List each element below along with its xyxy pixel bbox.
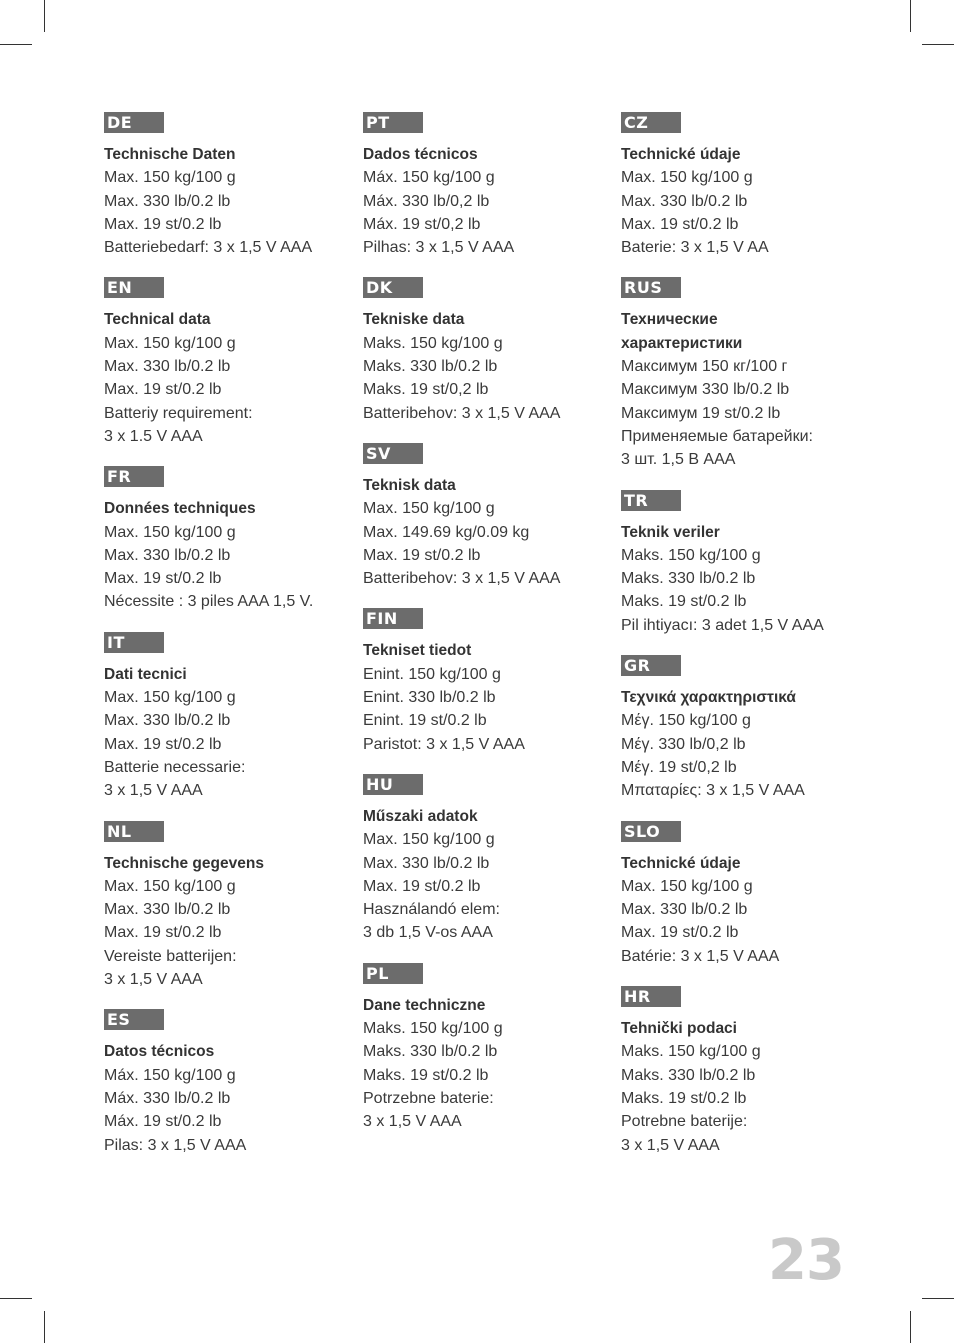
spec-section-tr	[621, 490, 871, 637]
spec-line: Máx. 330 lb/0.2 lb	[104, 1089, 231, 1107]
spec-line: Batterie necessarie:	[104, 758, 246, 776]
section-title: Technical data	[104, 311, 211, 329]
section-title: Dati tecnici	[104, 665, 187, 683]
spec-line: Pil ihtiyacı: 3 adet 1,5 V AAA	[621, 616, 824, 634]
spec-line: Max. 150 kg/100 g	[621, 877, 753, 895]
language-code-badge: NL	[104, 821, 164, 842]
spec-line: Maks. 330 lb/0.2 lb	[363, 1043, 498, 1061]
language-code-badge: SV	[363, 443, 423, 464]
spec-line: Potrzebne baterie:	[363, 1089, 494, 1107]
spec-section-rus	[621, 277, 871, 471]
spec-section-de	[104, 112, 354, 259]
spec-line: Max. 149.69 kg/0.09 kg	[363, 523, 530, 541]
spec-line: Batteriy requirement:	[104, 404, 253, 422]
spec-line: Max. 19 st/0.2 lb	[363, 546, 481, 564]
section-title: Tekniske data	[363, 311, 465, 329]
spec-section-pl	[363, 963, 613, 1134]
spec-line: Enint. 330 lb/0.2 lb	[363, 689, 496, 707]
crop-mark-top-right-v	[910, 0, 911, 32]
section-title: Technické údaje	[621, 854, 741, 872]
spec-line: 3 x 1,5 V AAA	[104, 782, 203, 800]
spec-line: Baterie: 3 x 1,5 V AA	[621, 239, 769, 257]
language-code-badge: DK	[363, 277, 423, 298]
spec-line: Max. 330 lb/0.2 lb	[104, 192, 231, 210]
spec-line: 3 x 1,5 V AAA	[621, 1136, 720, 1154]
spec-line: Pilas: 3 x 1,5 V AAA	[104, 1136, 247, 1154]
language-code-badge: FR	[104, 466, 164, 487]
section-title: Données techniques	[104, 500, 256, 518]
spec-section-hu	[363, 774, 613, 945]
crop-mark-top-left-v	[44, 0, 45, 32]
spec-line: Max. 150 kg/100 g	[104, 523, 236, 541]
crop-mark-bottom-right-h	[922, 1298, 954, 1299]
spec-line: Max. 150 kg/100 g	[621, 169, 753, 187]
language-code-badge: DE	[104, 112, 164, 133]
spec-line: Maks. 150 kg/100 g	[363, 1020, 503, 1038]
language-code-badge: ES	[104, 1009, 164, 1030]
language-code-badge: FIN	[363, 608, 423, 629]
spec-section-slo	[621, 821, 871, 968]
spec-line: Maks. 330 lb/0.2 lb	[363, 358, 498, 376]
crop-mark-top-left-h	[0, 44, 32, 45]
column-2	[363, 112, 613, 1134]
spec-line: Максимум 150 кг/100 г	[621, 358, 788, 376]
spec-line: Max. 330 lb/0.2 lb	[104, 901, 231, 919]
spec-line: Maks. 19 st/0.2 lb	[621, 593, 747, 611]
spec-line: 3 x 1.5 V AAA	[104, 427, 203, 445]
spec-line: Batérie: 3 x 1,5 V AAA	[621, 947, 780, 965]
spec-line: Máx. 19 st/0.2 lb	[104, 1113, 222, 1131]
language-code-badge: GR	[621, 655, 681, 676]
spec-section-fin	[363, 608, 613, 755]
spec-line: Max. 330 lb/0.2 lb	[104, 546, 231, 564]
spec-line: Batteribehov: 3 x 1,5 V AAA	[363, 570, 561, 588]
spec-line: Max. 19 st/0.2 lb	[621, 924, 739, 942]
language-code-badge: HR	[621, 986, 681, 1007]
spec-section-es	[104, 1009, 354, 1156]
spec-line: Maks. 330 lb/0.2 lb	[621, 570, 756, 588]
spec-section-pt	[363, 112, 613, 259]
spec-line: Max. 150 kg/100 g	[363, 500, 495, 518]
section-title: Dados técnicos	[363, 146, 478, 163]
spec-line: Máx. 150 kg/100 g	[363, 169, 495, 187]
page-number: 23	[768, 1228, 844, 1293]
spec-line: Maks. 19 st/0.2 lb	[363, 1066, 489, 1084]
crop-mark-bottom-left-v	[44, 1311, 45, 1343]
language-code-badge: RUS	[621, 277, 681, 298]
spec-line: 3 x 1,5 V AAA	[363, 1113, 462, 1131]
spec-line: Max. 150 kg/100 g	[104, 689, 236, 707]
section-title: Datos técnicos	[104, 1043, 215, 1061]
spec-line: Max. 150 kg/100 g	[363, 831, 495, 849]
language-code-badge: PT	[363, 112, 423, 133]
crop-mark-bottom-right-v	[910, 1311, 911, 1343]
spec-line: Batteribehov: 3 x 1,5 V AAA	[363, 404, 561, 422]
section-title: Tehnički podaci	[621, 1020, 737, 1038]
spec-line: Nécessite : 3 piles AAA 1,5 V.	[104, 593, 314, 611]
spec-section-nl	[104, 821, 354, 992]
spec-line: Vereiste batterijen:	[104, 947, 237, 965]
spec-line: Batteriebedarf: 3 x 1,5 V AAA	[104, 239, 313, 257]
spec-line: Max. 330 lb/0.2 lb	[621, 192, 748, 210]
spec-section-gr	[621, 655, 871, 802]
spec-line: Max. 330 lb/0.2 lb	[104, 358, 231, 376]
spec-line: Max. 19 st/0.2 lb	[104, 735, 222, 753]
spec-line: Pilhas: 3 x 1,5 V AAA	[363, 239, 515, 257]
spec-section-dk	[363, 277, 613, 424]
spec-line: Μπαταρίες: 3 x 1,5 V AAA	[621, 782, 805, 800]
spec-section-sv	[363, 443, 613, 590]
section-title: Технические характеристики	[621, 311, 743, 352]
spec-line: Használandó elem:	[363, 901, 500, 919]
section-title: Technische Daten	[104, 146, 236, 163]
spec-section-hr	[621, 986, 871, 1157]
spec-line: Max. 19 st/0.2 lb	[104, 381, 222, 399]
spec-line: Max. 330 lb/0.2 lb	[621, 901, 748, 919]
spec-line: Max. 150 kg/100 g	[104, 334, 236, 352]
spec-line: Max. 150 kg/100 g	[104, 169, 236, 187]
spec-line: Maks. 150 kg/100 g	[621, 546, 761, 564]
spec-line: Μέγ. 150 kg/100 g	[621, 712, 751, 730]
spec-line: 3 db 1,5 V-os AAA	[363, 924, 493, 942]
spec-line: Maks. 150 kg/100 g	[621, 1043, 761, 1061]
spec-line: Max. 19 st/0.2 lb	[621, 215, 739, 233]
language-code-badge: HU	[363, 774, 423, 795]
language-code-badge: EN	[104, 277, 164, 298]
crop-mark-bottom-left-h	[0, 1298, 32, 1299]
spec-line: Maks. 330 lb/0.2 lb	[621, 1066, 756, 1084]
spec-section-it	[104, 632, 354, 803]
crop-mark-top-right-h	[922, 44, 954, 45]
spec-line: Max. 330 lb/0.2 lb	[363, 854, 490, 872]
spec-line: Máx. 150 kg/100 g	[104, 1066, 236, 1084]
section-title: Műszaki adatok	[363, 807, 478, 825]
section-title: Technische gegevens	[104, 854, 264, 872]
spec-line: Максимум 19 st/0.2 lb	[621, 404, 781, 422]
spec-line: Enint. 150 kg/100 g	[363, 665, 501, 683]
spec-line: Применяемые батарейки:	[621, 427, 813, 445]
spec-line: Max. 150 kg/100 g	[104, 877, 236, 895]
spec-line: Max. 330 lb/0.2 lb	[104, 712, 231, 730]
section-title: Dane techniczne	[363, 996, 486, 1014]
language-code-badge: TR	[621, 490, 681, 511]
spec-line: Μέγ. 19 st/0,2 lb	[621, 758, 737, 776]
spec-line: Maks. 19 st/0.2 lb	[621, 1089, 747, 1107]
spec-line: Max. 19 st/0.2 lb	[104, 570, 222, 588]
spec-line: Maks. 19 st/0,2 lb	[363, 381, 489, 399]
spec-line: Máx. 330 lb/0,2 lb	[363, 192, 490, 210]
spec-line: Max. 19 st/0.2 lb	[363, 877, 481, 895]
language-code-badge: IT	[104, 632, 164, 653]
spec-line: Max. 19 st/0.2 lb	[104, 924, 222, 942]
spec-section-cz	[621, 112, 871, 259]
section-title: Teknik veriler	[621, 523, 720, 541]
section-title: Technické údaje	[621, 146, 741, 163]
spec-line: Potrebne baterije:	[621, 1113, 748, 1131]
spec-line: 3 шт. 1,5 В AAA	[621, 451, 736, 469]
spec-section-fr	[104, 466, 354, 613]
language-code-badge: SLO	[621, 821, 681, 842]
section-title: Teknisk data	[363, 476, 456, 494]
section-title: Τεχνικά χαρακτηριστικά	[621, 689, 796, 707]
spec-line: Máx. 19 st/0,2 lb	[363, 215, 481, 233]
spec-line: Максимум 330 lb/0.2 lb	[621, 381, 790, 399]
language-code-badge: CZ	[621, 112, 681, 133]
column-3	[621, 112, 871, 1157]
section-title: Tekniset tiedot	[363, 642, 472, 660]
spec-line: Enint. 19 st/0.2 lb	[363, 712, 487, 730]
column-1	[104, 112, 354, 1157]
language-code-badge: PL	[363, 963, 423, 984]
spec-line: Max. 19 st/0.2 lb	[104, 215, 222, 233]
spec-line: 3 x 1,5 V AAA	[104, 971, 203, 989]
spec-line: Maks. 150 kg/100 g	[363, 334, 503, 352]
spec-line: Μέγ. 330 lb/0,2 lb	[621, 735, 746, 753]
spec-line: Paristot: 3 x 1,5 V AAA	[363, 735, 525, 753]
spec-section-en	[104, 277, 354, 448]
